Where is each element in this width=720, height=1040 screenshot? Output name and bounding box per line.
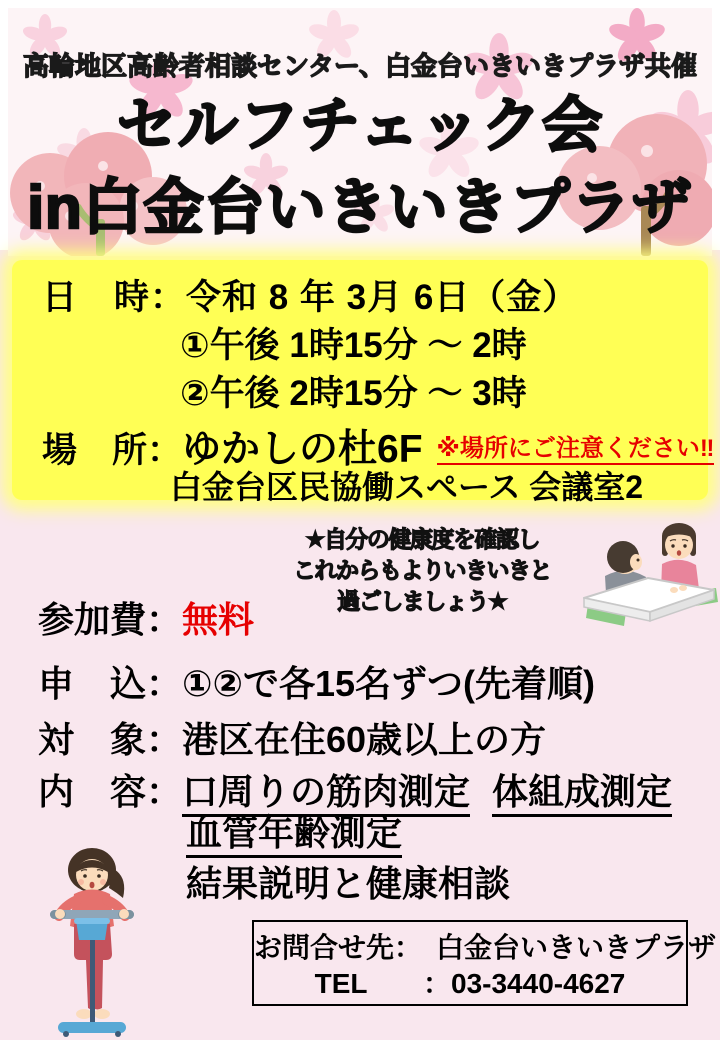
- catchphrase-line2: これからもよりいきいきと: [293, 557, 551, 583]
- fee-label: 参加費：: [38, 599, 183, 640]
- content-row-3: [186, 856, 510, 907]
- fee-value: 無料: [182, 599, 255, 640]
- target-row: [38, 712, 546, 763]
- session-2: ②午後 2時15分 ～ 3時: [180, 374, 527, 413]
- place-label: 場 所：: [42, 431, 183, 470]
- catchphrase: [252, 524, 592, 617]
- schedule-box: [12, 260, 715, 505]
- flyer-title-line1: セルフチェック会: [116, 92, 604, 159]
- content-item-3: 血管年齢測定: [186, 813, 402, 858]
- apply-row: [38, 656, 595, 707]
- flyer-header: [8, 8, 712, 256]
- session-1: ①午後 1時15分 ～ 2時: [180, 326, 527, 365]
- content-row: [38, 764, 672, 817]
- contact-box: [252, 920, 717, 1006]
- content-row-2: [186, 812, 402, 858]
- date-line: [42, 270, 578, 320]
- catchphrase-line3: 過ごしましょう★: [337, 588, 507, 614]
- contact-line2: TEL ：03-3440-4627: [314, 968, 626, 999]
- content-label: 内 容：: [38, 771, 183, 812]
- content-item-2: 体組成測定: [492, 772, 672, 817]
- contact-line1: お問合せ先： 白金台いきいきプラザ: [254, 932, 717, 963]
- place-warning: ※場所にご注意ください‼: [437, 435, 715, 465]
- date-value: 令和 8 年 3月 6日（金）: [186, 278, 579, 317]
- consultation-illustration: [578, 510, 718, 642]
- date-label: 日 時：: [42, 278, 187, 317]
- fee-row: [38, 592, 254, 643]
- body-measurement-illustration: [32, 842, 154, 1040]
- organizer-line: 高輪地区高齢者相談センター、白金台いきいきプラザ共催: [23, 51, 697, 81]
- content-item-4: 結果説明と健康相談: [186, 863, 511, 904]
- target-value: 港区在住60歳以上の方: [182, 719, 547, 760]
- catchphrase-line1: ★自分の健康度を確認し: [304, 526, 540, 552]
- content-item-1: 口周りの筋肉測定: [182, 772, 470, 817]
- apply-label: 申 込：: [38, 663, 183, 704]
- apply-value: ①②で各15名ずつ(先着順): [182, 663, 595, 704]
- place-value: ゆかしの杜6F: [182, 428, 423, 471]
- flyer-title-line2: in白金台いきいきプラザ: [27, 174, 693, 241]
- target-label: 対 象：: [38, 719, 183, 760]
- place-detail: 白金台区民協働スペース 会議室2: [170, 469, 644, 505]
